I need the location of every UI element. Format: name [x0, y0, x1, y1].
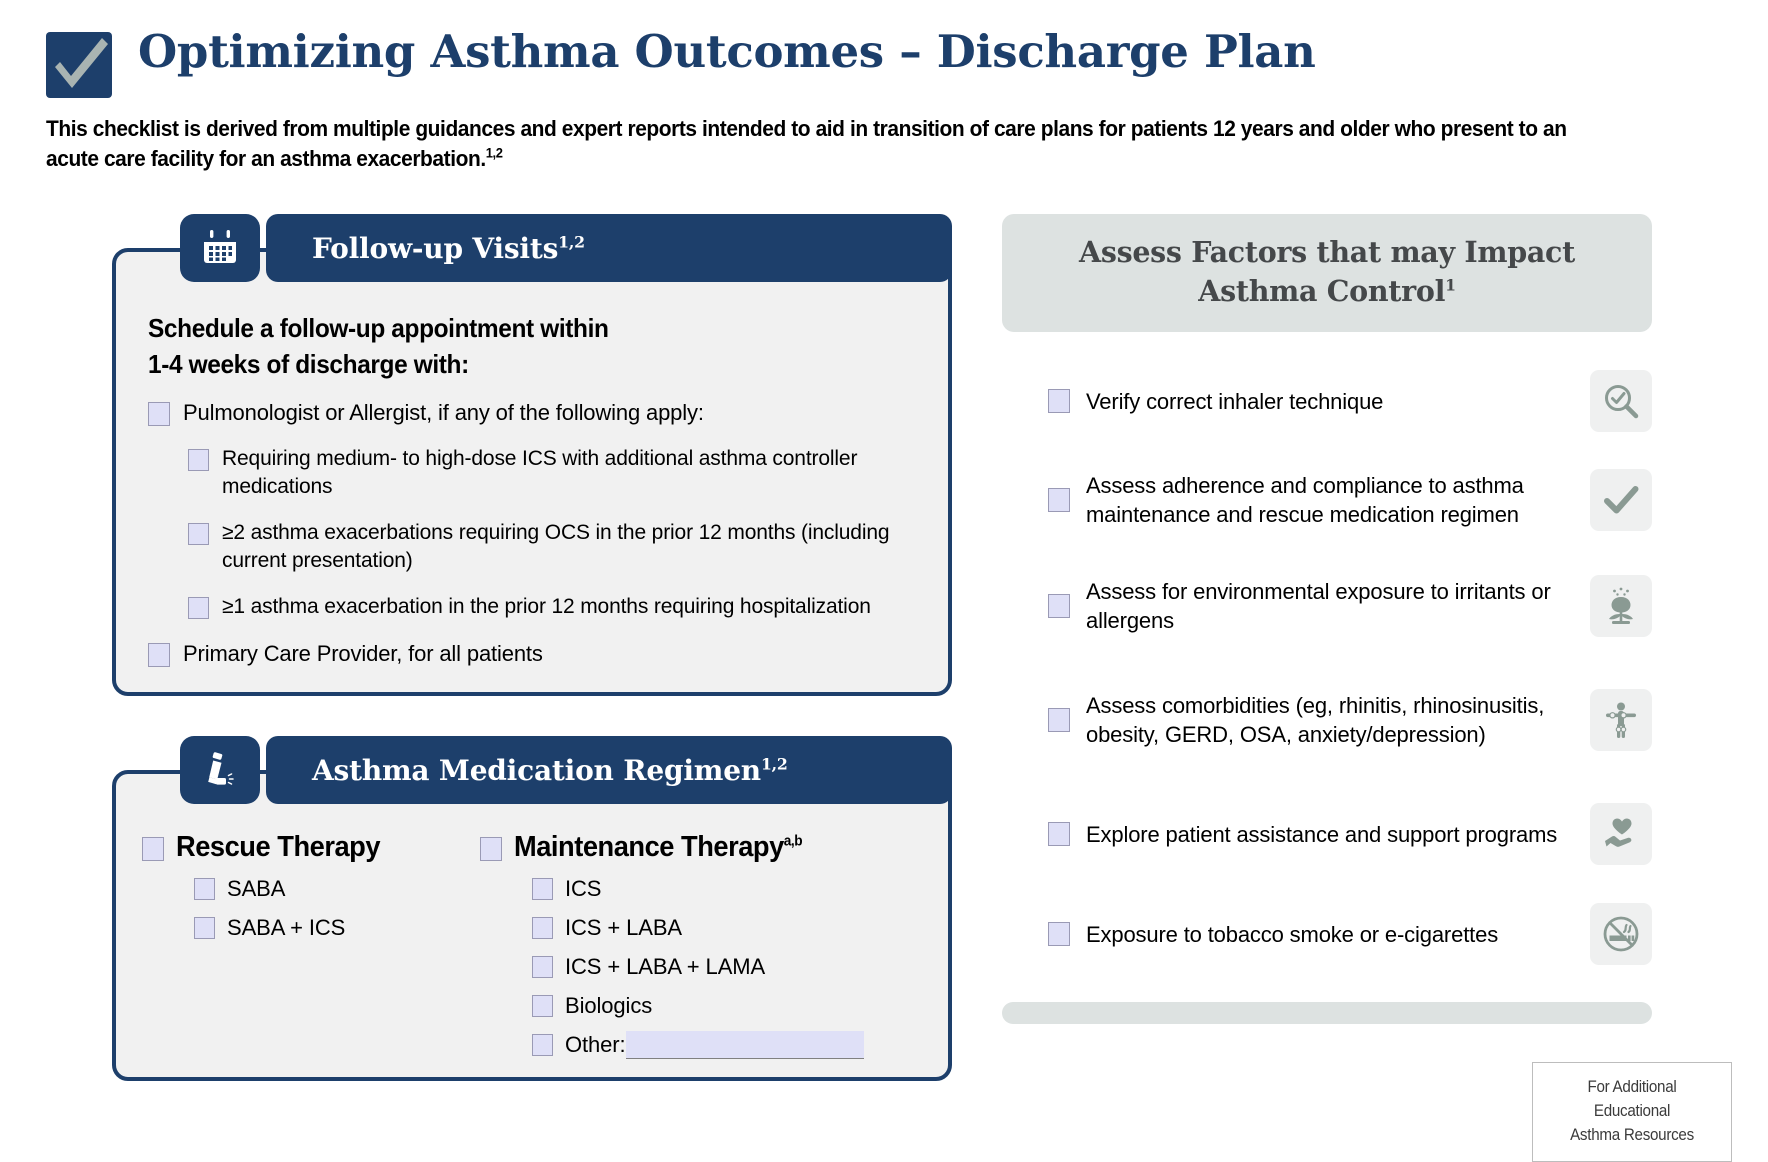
medication-option-label: SABA + ICS: [227, 915, 346, 940]
checkbox[interactable]: [1048, 708, 1070, 732]
followup-item-row[interactable]: [148, 398, 922, 427]
medication-other-input[interactable]: [626, 1031, 864, 1059]
assess-item-row[interactable]: [1002, 358, 1652, 444]
followup-lead-line-1: Schedule a follow-up appointment within: [148, 313, 609, 343]
assess-title-line-2: Asthma Control: [1198, 274, 1446, 308]
maintenance-therapy-heading: Maintenance Therapy: [514, 831, 784, 863]
assess-item-row[interactable]: [1002, 784, 1652, 884]
checkbox[interactable]: [194, 917, 215, 939]
followup-panel-header: [180, 214, 952, 282]
medication-panel-body: [112, 770, 952, 1081]
medication-panel-header: [180, 736, 952, 804]
left-column: [112, 214, 952, 1081]
medication-option-row[interactable]: [532, 914, 864, 942]
no-smoking-icon: [1590, 903, 1652, 965]
maintenance-therapy-column: [480, 830, 864, 1059]
therapy-columns: [142, 830, 922, 1059]
resources-line-2: Asthma Resources: [1570, 1126, 1694, 1144]
followup-item-label: Pulmonologist or Allergist, if any of the following apply:: [183, 400, 704, 425]
assess-title-line-1: Assess Factors that may Impact: [1079, 235, 1575, 269]
medication-panel-title: [266, 754, 788, 787]
medication-title-citation: 1,2: [760, 754, 788, 774]
checkbox[interactable]: [188, 597, 209, 619]
medication-option-label: Biologics: [565, 993, 653, 1018]
assess-factors-list: [1002, 358, 1652, 984]
flower-pollen-icon: [1590, 575, 1652, 637]
maintenance-therapy-header[interactable]: [480, 830, 864, 864]
followup-title-citation: 1,2: [558, 232, 585, 252]
medication-option-label: SABA: [227, 876, 286, 901]
checkbox[interactable]: [148, 643, 170, 667]
followup-panel-title: [266, 232, 585, 265]
medication-option-label: ICS + LABA + LAMA: [565, 954, 766, 979]
checkbox[interactable]: [1048, 594, 1070, 618]
medication-option-row[interactable]: [194, 875, 480, 903]
assess-item-label: Exposure to tobacco smoke or e-cigarettes: [1086, 921, 1499, 947]
followup-lead-line-2: 1-4 weeks of discharge with:: [148, 349, 469, 379]
medication-other-row[interactable]: [532, 1031, 864, 1059]
page-header: [0, 0, 1768, 98]
followup-lead: [148, 310, 876, 382]
medication-title-text: Asthma Medication Regimen: [312, 753, 761, 787]
checkbox[interactable]: [148, 402, 170, 426]
followup-item-label: ≥2 asthma exacerbations requiring OCS in the prior 12 months (including current presentation): [222, 521, 890, 572]
checkbox[interactable]: [480, 837, 502, 861]
medication-option-label: ICS: [565, 876, 602, 901]
followup-title-text: Follow-up Visits: [312, 231, 559, 265]
maintenance-therapy-footnote: a,b: [783, 833, 803, 850]
checkbox[interactable]: [532, 1034, 553, 1056]
checkbox[interactable]: [142, 837, 164, 861]
assess-item-label: Verify correct inhaler technique: [1086, 388, 1384, 414]
followup-item-label: Primary Care Provider, for all patients: [183, 641, 543, 666]
medication-option-row[interactable]: [532, 992, 864, 1020]
checkbox[interactable]: [1048, 822, 1070, 846]
assess-item-row[interactable]: [1002, 884, 1652, 984]
intro-paragraph: [46, 114, 1608, 174]
assess-item-label: Assess for environmental exposure to irritants or allergens: [1086, 579, 1551, 633]
medication-option-row[interactable]: [194, 914, 480, 942]
medication-regimen-panel: [112, 736, 952, 1081]
followup-item-row[interactable]: [188, 519, 922, 575]
followup-title-bar: [266, 214, 952, 282]
checkbox[interactable]: [1048, 488, 1070, 512]
additional-resources-text: [1550, 1075, 1714, 1147]
intro-citation: 1,2: [485, 144, 503, 161]
checkbox[interactable]: [194, 878, 215, 900]
followup-item-row[interactable]: [188, 593, 922, 621]
inhaler-icon: [180, 736, 260, 804]
checkbox[interactable]: [532, 995, 553, 1017]
rescue-therapy-label: [176, 830, 380, 864]
additional-resources-box[interactable]: [1532, 1062, 1732, 1162]
resources-line-1: For Additional Educational: [1587, 1078, 1677, 1120]
followup-item-label: ≥1 asthma exacerbation in the prior 12 months requiring hospitalization: [222, 595, 871, 618]
assess-item-label: Assess adherence and compliance to asthma maintenance and rescue medication regimen: [1086, 473, 1524, 527]
rescue-therapy-heading: Rescue Therapy: [176, 831, 381, 863]
medication-option-label: ICS + LABA: [565, 915, 683, 940]
medication-other-label: Other:: [565, 1032, 626, 1057]
main-columns: [0, 214, 1768, 1081]
section-divider-bar: [1002, 1002, 1652, 1024]
maintenance-therapy-label: [514, 830, 802, 864]
intro-line-1: This checklist is derived from multiple guidances and expert reports intended to aid in transition of care plans for patients 12 years and: [46, 116, 1335, 141]
assess-item-row[interactable]: [1002, 656, 1652, 784]
assess-title-citation: 1: [1445, 275, 1456, 295]
followup-panel-body: [112, 248, 952, 696]
checkbox[interactable]: [532, 956, 553, 978]
checkmark-icon: [1590, 469, 1652, 531]
checkbox[interactable]: [188, 449, 209, 471]
medication-option-row[interactable]: [532, 875, 864, 903]
assess-item-row[interactable]: [1002, 556, 1652, 656]
rescue-therapy-column: [142, 830, 480, 1059]
page-title: Optimizing Asthma Outcomes – Discharge Plan: [138, 25, 1316, 78]
medication-option-row[interactable]: [532, 953, 864, 981]
checkbox[interactable]: [1048, 389, 1070, 413]
human-body-icon: [1590, 689, 1652, 751]
assess-item-label: Assess comorbidities (eg, rhinitis, rhinosinusitis, obesity, GERD, OSA, anxiety/depression): [1086, 693, 1545, 747]
magnifier-check-icon: [1590, 370, 1652, 432]
followup-item-row[interactable]: [148, 639, 922, 668]
calendar-icon: [180, 214, 260, 282]
intro-line-2: older who present to an acute care facility for an asthma exacerbation.: [46, 116, 1567, 171]
checkbox[interactable]: [532, 917, 553, 939]
followup-visits-panel: [112, 214, 952, 696]
assess-factors-header: [1002, 214, 1652, 332]
rescue-therapy-header[interactable]: [142, 830, 480, 864]
assess-item-row[interactable]: [1002, 444, 1652, 556]
checkbox[interactable]: [532, 878, 553, 900]
followup-item-label: Requiring medium- to high-dose ICS with additional asthma controller medications: [222, 447, 858, 498]
assess-factors-title: [1022, 233, 1632, 311]
checkbox[interactable]: [1048, 922, 1070, 946]
right-column: [1002, 214, 1652, 1081]
assess-item-label: Explore patient assistance and support programs: [1086, 821, 1558, 847]
checkbox-check-icon: [46, 32, 112, 98]
checkbox[interactable]: [188, 523, 209, 545]
heart-in-hand-icon: [1590, 803, 1652, 865]
medication-title-bar: [266, 736, 952, 804]
followup-item-row[interactable]: [188, 445, 922, 501]
